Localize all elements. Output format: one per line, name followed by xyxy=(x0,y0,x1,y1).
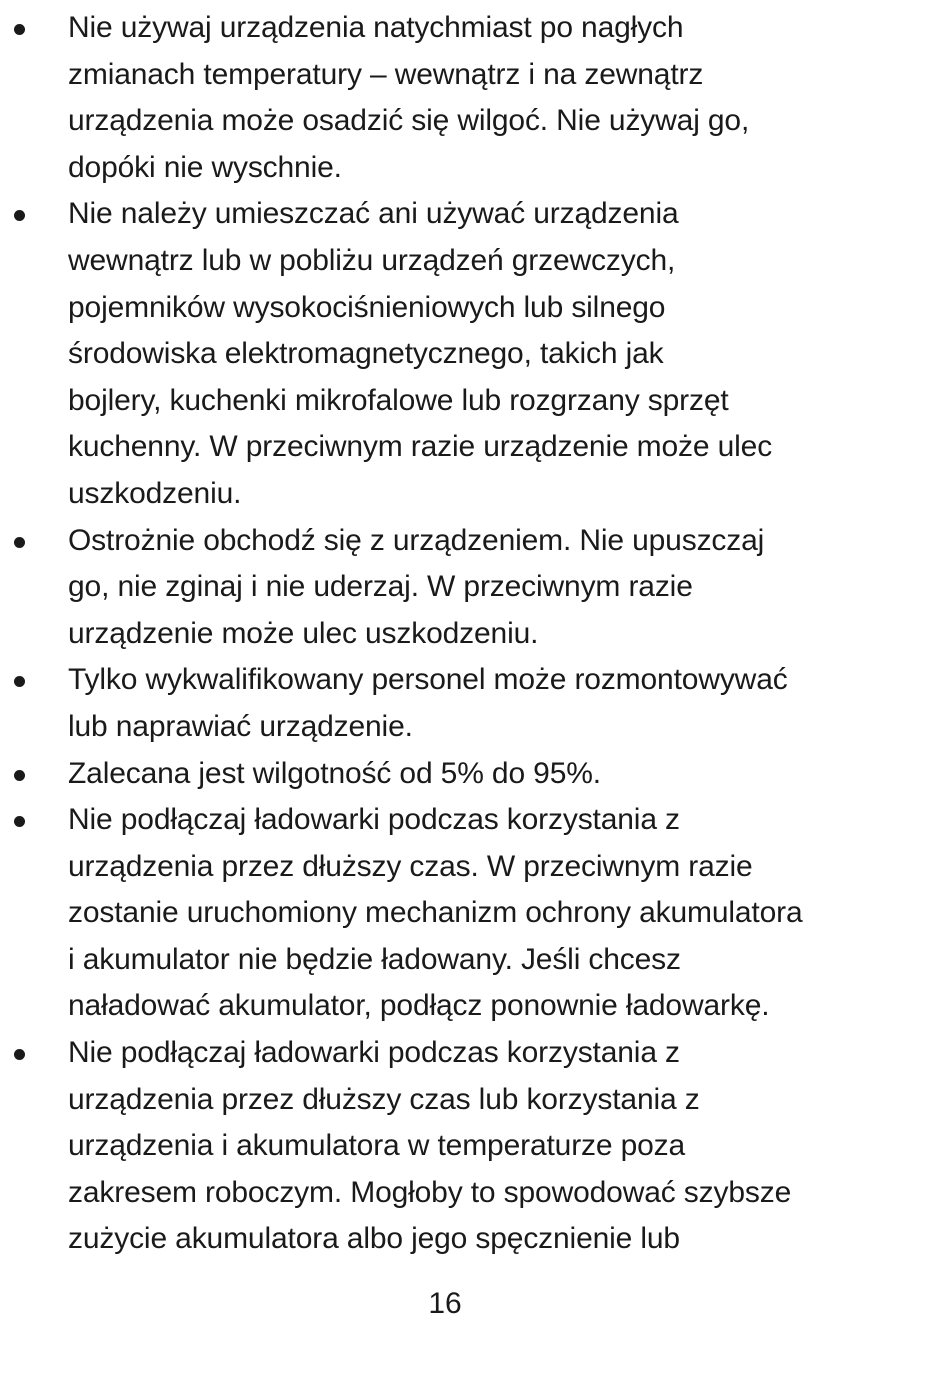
text-line: środowiska elektromagnetycznego, takich jak xyxy=(68,337,664,371)
text-line: wewnątrz lub w pobliżu urządzeń grzewczych, xyxy=(68,243,676,277)
text-line: zakresem roboczym. Mogłoby to spowodować szybsze xyxy=(68,1175,792,1209)
text-line: go, nie zginaj i nie uderzaj. W przeciwnym razie xyxy=(68,570,693,604)
text-line: i akumulator nie będzie ładowany. Jeśli chcesz xyxy=(68,942,681,976)
safety-bullet-list xyxy=(0,5,950,1263)
bullet-item xyxy=(0,797,950,1030)
text-line: naładować akumulator, podłącz ponownie ładowarkę. xyxy=(68,989,770,1023)
bullet-icon xyxy=(14,816,25,827)
text-line: zużycie akumulatora albo jego spęcznienie lub xyxy=(68,1222,680,1256)
text-line: urządzenia przez dłuższy czas lub korzystania z xyxy=(68,1082,700,1116)
bullet-icon xyxy=(14,24,25,35)
bullet-icon xyxy=(14,537,25,548)
text-line: urządzenia i akumulatora w temperaturze poza xyxy=(68,1129,686,1163)
text-line: Zalecana jest wilgotność od 5% do 95%. xyxy=(68,756,601,790)
bullet-icon xyxy=(14,676,25,687)
text-line: zostanie uruchomiony mechanizm ochrony akumulatora xyxy=(68,896,803,930)
text-line: Nie podłączaj ładowarki podczas korzystania z xyxy=(68,1036,680,1070)
bullet-item xyxy=(0,751,950,798)
bullet-item xyxy=(0,1030,950,1263)
page-number: 16 xyxy=(428,1287,462,1320)
text-line: urządzenie może ulec uszkodzeniu. xyxy=(68,616,539,650)
bullet-icon xyxy=(14,210,25,221)
text-line: pojemników wysokociśnieniowych lub silnego xyxy=(68,290,666,324)
text-line: Nie należy umieszczać ani używać urządzenia xyxy=(68,197,679,231)
bullet-item xyxy=(0,657,950,750)
bullet-icon xyxy=(14,770,25,781)
text-line: uszkodzeniu. xyxy=(68,476,242,510)
text-line: kuchenny. W przeciwnym razie urządzenie może ulec xyxy=(68,430,773,464)
text-line: zmianach temperatury – wewnątrz i na zewnątrz xyxy=(68,57,704,91)
text-line: dopóki nie wyschnie. xyxy=(68,150,342,184)
text-line: bojlery, kuchenki mikrofalowe lub rozgrzany sprzęt xyxy=(68,383,729,417)
bullet-item xyxy=(0,5,950,191)
text-line: urządzenia może osadzić się wilgoć. Nie używaj go, xyxy=(68,104,750,138)
text-line: urządzenia przez dłuższy czas. W przeciwnym razie xyxy=(68,849,753,883)
bullet-icon xyxy=(14,1049,25,1060)
text-line: lub naprawiać urządzenie. xyxy=(68,709,413,743)
bullet-item xyxy=(0,191,950,517)
bullet-item xyxy=(0,518,950,658)
text-line: Nie używaj urządzenia natychmiast po nagłych xyxy=(68,11,684,44)
text-line: Ostrożnie obchodź się z urządzeniem. Nie upuszczaj xyxy=(68,523,765,557)
text-line: Tylko wykwalifikowany personel może rozmontowywać xyxy=(68,663,788,697)
text-line: Nie podłączaj ładowarki podczas korzystania z xyxy=(68,803,680,837)
